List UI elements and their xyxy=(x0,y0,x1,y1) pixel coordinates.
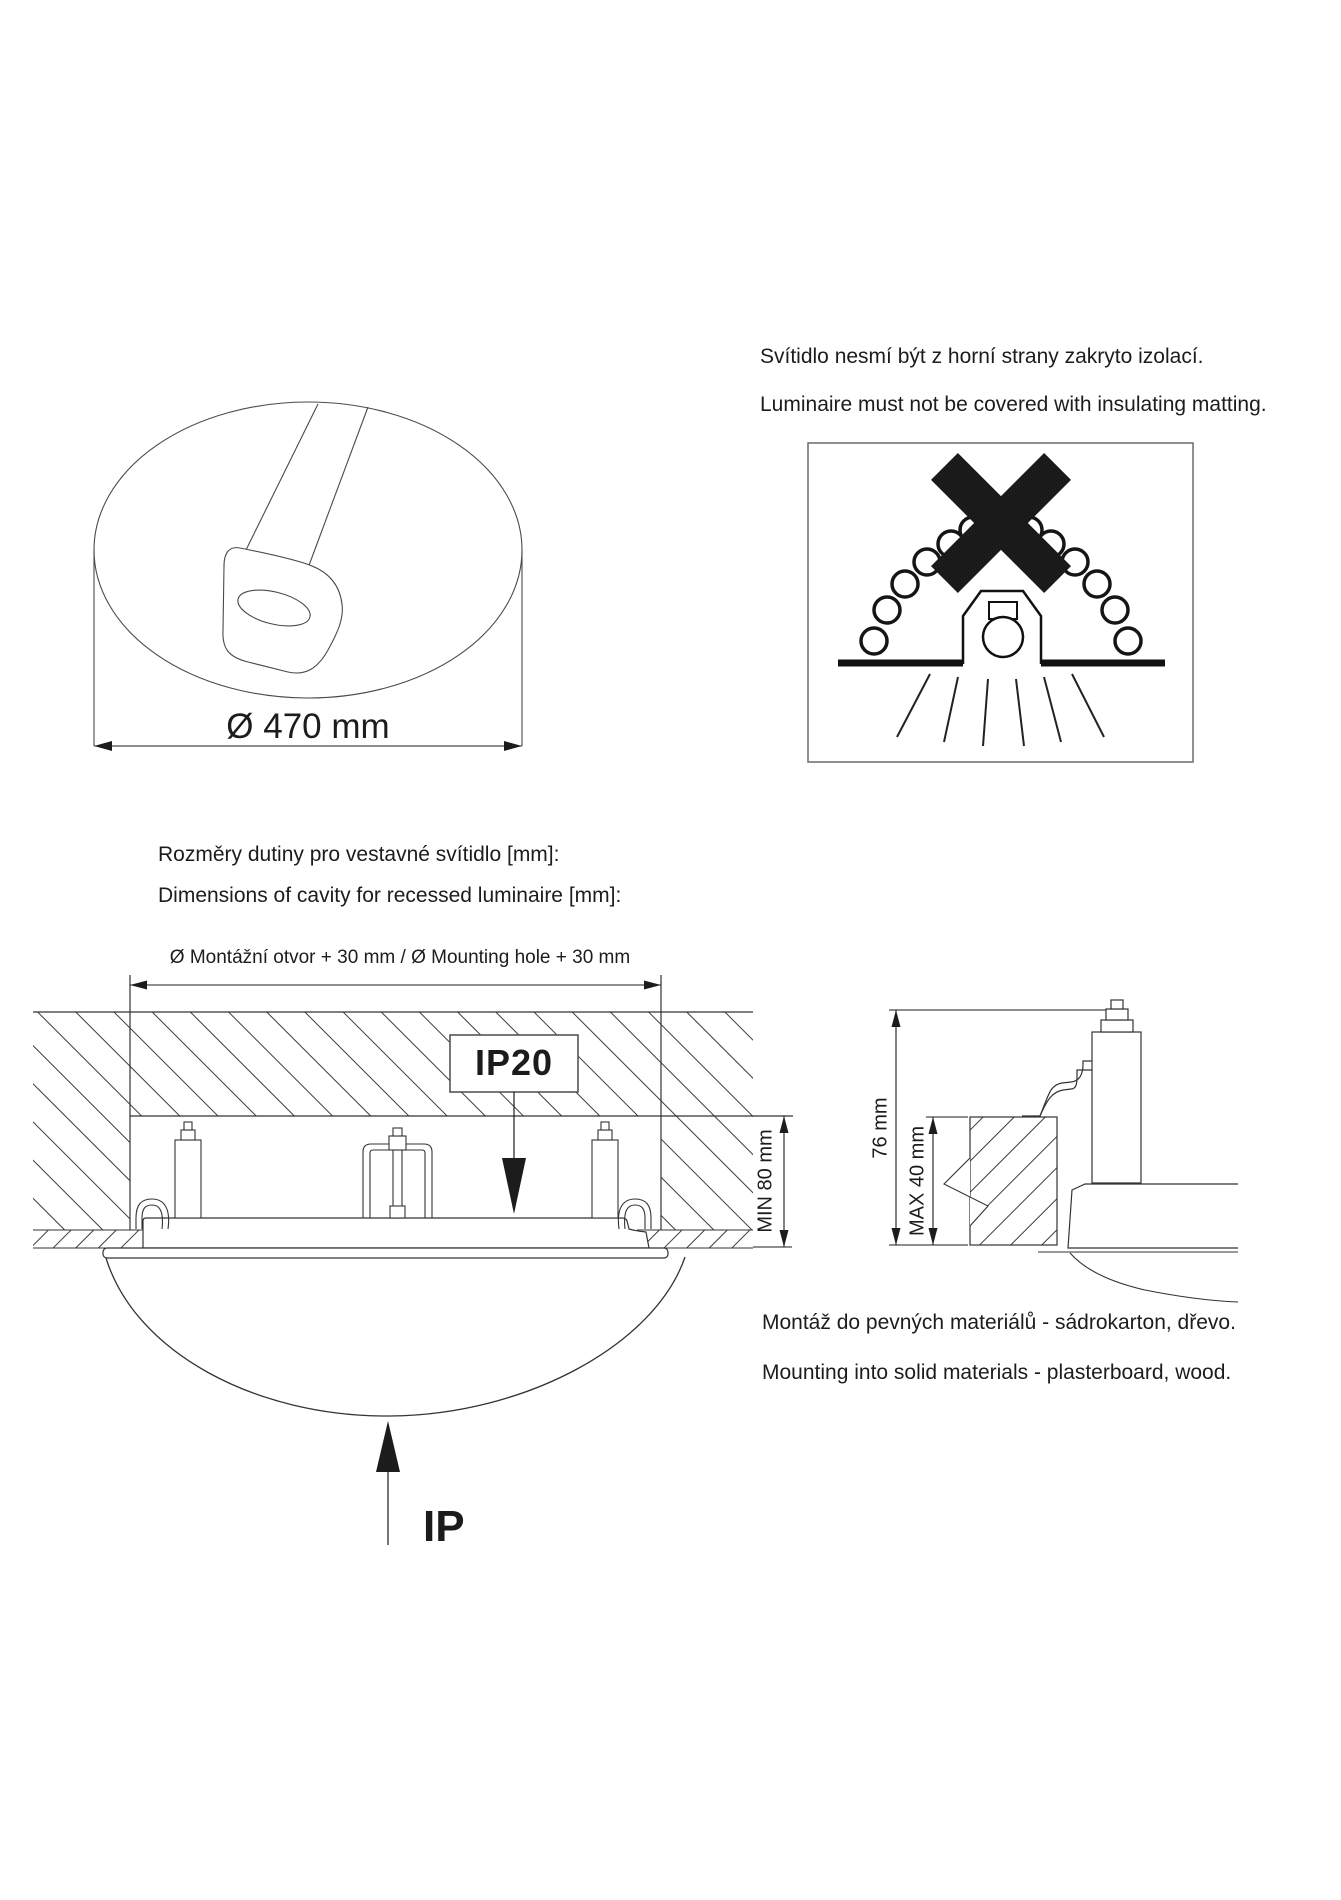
ip-arrow xyxy=(376,1421,400,1545)
arrow-down-icon xyxy=(502,1158,526,1214)
saw-icon xyxy=(223,404,368,673)
max-thickness-label: MAX 40 mm xyxy=(906,1125,929,1237)
luminaire-edge xyxy=(1038,1184,1238,1302)
arrow-right-icon xyxy=(504,741,522,751)
mounting-board xyxy=(944,1117,1057,1245)
luminaire-flange xyxy=(103,1248,668,1258)
ip-arrow-label: IP xyxy=(423,1502,465,1551)
ip-rating-badge: IP20 xyxy=(474,1042,554,1083)
center-bracket xyxy=(363,1128,432,1218)
insulation-note-en: Luminaire must not be covered with insulating matting. xyxy=(760,393,1267,416)
cavity-cross-section-figure xyxy=(33,975,793,1545)
mounting-note-en: Mounting into solid materials - plasterboard, wood. xyxy=(762,1361,1232,1384)
insulation-note-cs: Svítidlo nesmí být z horní strany zakryto izolací. xyxy=(760,345,1204,368)
luminaire-dome xyxy=(106,1257,685,1416)
arrow-left-icon xyxy=(94,741,112,751)
min-depth-label: MIN 80 mm xyxy=(754,1129,777,1233)
mounting-post-left xyxy=(175,1122,201,1218)
arrow-left-icon xyxy=(130,981,147,990)
mounting-hole-dimension-label: Ø Montážní otvor + 30 mm / Ø Mounting hole + 30 mm xyxy=(169,947,631,968)
fixing-clip xyxy=(1022,1061,1092,1116)
cavity-heading-cs: Rozměry dutiny pro vestavné svítidlo [mm]: xyxy=(158,843,560,866)
hole-cutting-figure xyxy=(94,402,522,751)
mounting-post xyxy=(1092,1000,1141,1183)
mounting-post-right xyxy=(592,1122,618,1218)
arrow-up-icon xyxy=(376,1421,400,1472)
arrow-up-icon xyxy=(892,1010,901,1027)
arrow-up-icon xyxy=(929,1117,938,1134)
mounting-detail-figure xyxy=(889,1000,1238,1302)
luminaire-tray xyxy=(143,1218,649,1248)
arrow-right-icon xyxy=(644,981,661,990)
arrow-up-icon xyxy=(780,1116,789,1133)
recessed-lamp-icon xyxy=(963,591,1041,664)
diameter-label: Ø 470 mm xyxy=(226,707,390,746)
arrow-down-icon xyxy=(929,1228,938,1245)
height-label: 76 mm xyxy=(869,1097,892,1159)
arrow-down-icon xyxy=(892,1228,901,1245)
cavity-heading-en: Dimensions of cavity for recessed luminaire [mm]: xyxy=(158,884,622,907)
mounting-note-cs: Montáž do pevných materiálů - sádrokarton, dřevo. xyxy=(762,1311,1236,1334)
insulation-warning-pictogram xyxy=(808,443,1193,762)
mounting-hole-dimension-line xyxy=(130,981,661,990)
luminaire-cross-section xyxy=(103,1122,685,1416)
arrow-down-icon xyxy=(780,1230,789,1247)
